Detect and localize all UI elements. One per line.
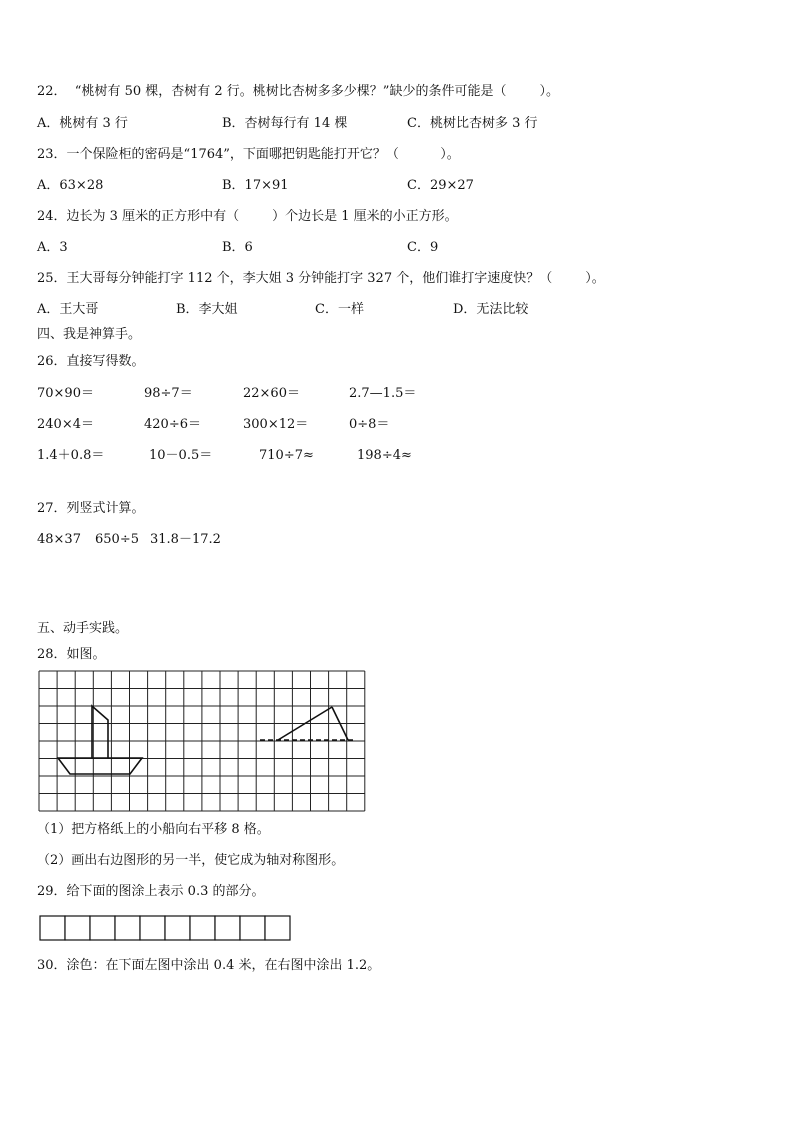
q26-item: 2.7—1.5＝: [349, 386, 417, 401]
q26-item: 300×12＝: [243, 417, 309, 432]
q29-stem: 29．给下面的图涂上表示 0.3 的部分。: [37, 884, 265, 899]
q28-stem: 28．如图。: [37, 647, 106, 662]
q25-stem: 25．王大哥每分钟能打字 112 个，李大姐 3 分钟能打字 327 个，他们谁打字速度快？（ ）。: [37, 271, 605, 286]
strip-cell[interactable]: [40, 916, 65, 940]
q26-item: 22×60＝: [243, 386, 300, 401]
strip-cell[interactable]: [90, 916, 115, 940]
strip-cell[interactable]: [140, 916, 165, 940]
q22-option-c[interactable]: C．桃树比杏树多 3 行: [407, 116, 538, 131]
q26-item: 0÷8＝: [349, 417, 390, 432]
strip-cell[interactable]: [65, 916, 90, 940]
q26-item: 10－0.5＝: [149, 448, 213, 463]
q30-stem: 30．涂色：在下面左图中涂出 0.4 米，在右图中涂出 1.2。: [37, 958, 381, 973]
q25-option-d[interactable]: D．无法比较: [453, 302, 529, 317]
q24-option-c[interactable]: C．9: [407, 240, 439, 255]
q26-item: 198÷4≈: [357, 448, 412, 463]
q28-grid-figure: [38, 670, 366, 812]
section4-heading: 四、我是神算手。: [37, 327, 142, 342]
q24-option-b[interactable]: B．6: [222, 240, 253, 255]
q27-item: 48×37: [37, 532, 81, 547]
section5-heading: 五、动手实践。: [37, 621, 129, 636]
q27-item: 31.8－17.2: [150, 532, 221, 547]
strip-cell[interactable]: [265, 916, 290, 940]
q23-option-c[interactable]: C．29×27: [407, 178, 474, 193]
q22-stem: 22． “桃树有 50 棵，杏树有 2 行。桃树比杏树多多少棵？”缺少的条件可能是（ ）。: [37, 84, 559, 99]
q24-stem: 24．边长为 3 厘米的正方形中有（ ）个边长是 1 厘米的小正方形。: [37, 209, 458, 224]
strip-cell[interactable]: [190, 916, 215, 940]
q23-option-a[interactable]: A．63×28: [37, 178, 104, 193]
q22-option-a[interactable]: A．桃树有 3 行: [37, 116, 128, 131]
q27-stem: 27．列竖式计算。: [37, 501, 145, 516]
strip-cell[interactable]: [165, 916, 190, 940]
grid-lines: [39, 671, 365, 811]
q26-item: 70×90＝: [37, 386, 94, 401]
strip-cells: [40, 916, 290, 940]
q25-option-b[interactable]: B．李大姐: [176, 302, 238, 317]
strip-cell[interactable]: [215, 916, 240, 940]
q25-option-a[interactable]: A．王大哥: [37, 302, 99, 317]
q26-item: 420÷6＝: [144, 417, 201, 432]
q25-option-c[interactable]: C．一样: [315, 302, 364, 317]
q23-option-b[interactable]: B．17×91: [222, 178, 289, 193]
q26-item: 240×4＝: [37, 417, 94, 432]
q27-item: 650÷5: [95, 532, 139, 547]
q28-sub2: （2）画出右边图形的另一半，使它成为轴对称图形。: [37, 853, 345, 868]
q26-stem: 26．直接写得数。: [37, 354, 145, 369]
q24-option-a[interactable]: A．3: [37, 240, 68, 255]
q28-sub1: （1）把方格纸上的小船向右平移 8 格。: [37, 822, 270, 837]
q29-strip[interactable]: [39, 915, 293, 941]
strip-cell[interactable]: [240, 916, 265, 940]
q22-option-b[interactable]: B．杏树每行有 14 棵: [222, 116, 348, 131]
strip-cell[interactable]: [115, 916, 140, 940]
q23-stem: 23．一个保险柜的密码是“1764”，下面哪把钥匙能打开它？（ ）。: [37, 147, 460, 162]
q26-item: 1.4＋0.8＝: [37, 448, 105, 463]
q26-item: 98÷7＝: [144, 386, 193, 401]
q26-item: 710÷7≈: [259, 448, 314, 463]
